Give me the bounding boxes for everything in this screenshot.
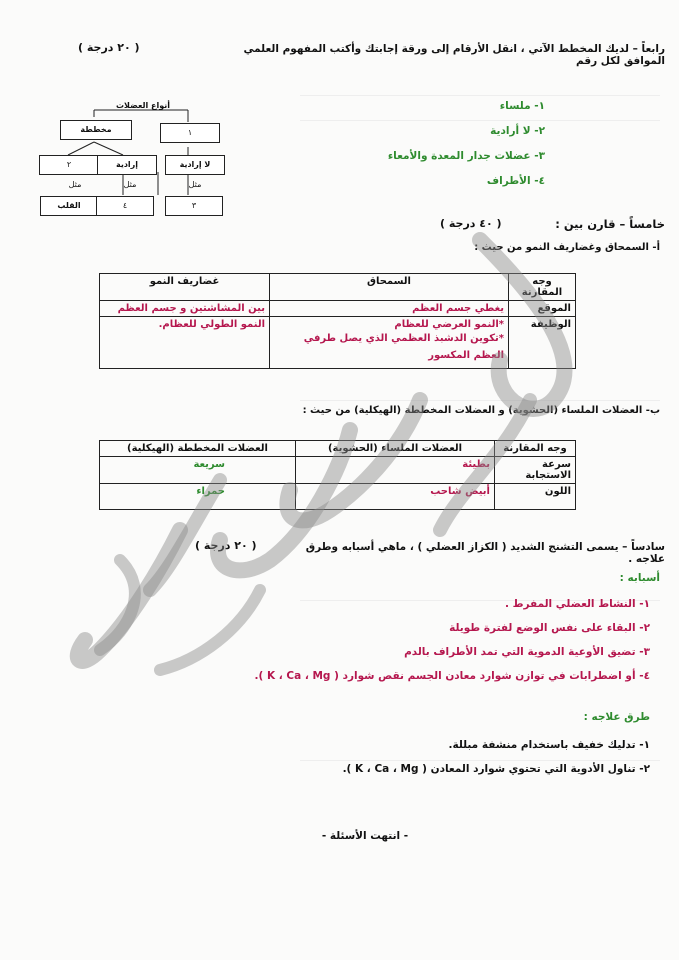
answer-1: ١- ملساء [499,100,545,112]
end-of-questions: - انتهت الأسئلة - [321,830,409,842]
table-cell: بطيئة [296,457,495,484]
table-header-row [100,274,576,301]
cause-item: ١- النشاط العضلي المفرط . [504,598,650,610]
answer-2: ٢- لا أرادية [490,125,545,137]
periosteum-cartilage-table [99,273,576,369]
box-2: ٢ [39,155,99,175]
table-cell [270,317,509,369]
treatment-label: طرق علاجه : [583,711,650,723]
table-cell: أبيض شاحب [296,484,495,510]
treatment-item: ١- تدليك خفيف باستخدام منشفة مبللة. [448,739,650,751]
box-striated: مخططة [60,120,132,140]
diagram-title: أنواع العضلات [115,101,170,110]
answer-4: ٤- الأطراف [486,175,545,187]
causes-label: أسبابه : [619,572,660,584]
example-label: مثل [68,180,82,189]
cause-item: ٢- البقاء على نفس الوضع لفترة طويلة [449,622,650,634]
cause-item: ٤- أو اضطرابات في توازن شوارد معادن الجسم نقص شوارد ( K ، Ca ، Mg ). [254,670,650,682]
answer-3: ٣- عضلات جدار المعدة والأمعاء [387,150,545,162]
q4-marks: ( ٢٠ درجة ) [78,41,140,54]
row-label: الموقع [509,301,576,317]
function-line-1: *النمو العرضي للعظام [394,319,504,330]
table-header: العضلات المخططة (الهيكلية) [100,441,296,457]
q6-marks: ( ٢٠ درجة ) [195,539,257,552]
example-label: مثل [123,180,137,189]
table-row [100,301,576,317]
box-4: ٤ [96,196,154,216]
example-label: مثل [188,180,202,189]
q5-marks: ( ٤٠ درجة ) [440,217,502,230]
smooth-striated-table [99,440,576,510]
q5a-title: أ- السمحاق وغضاريف النمو من حيث : [474,242,660,253]
box-involuntary: لا إرادية [165,155,225,175]
table-header: وجه المقارنة [509,274,576,301]
table-cell: بين المشاشتين و جسم العظم [100,301,270,317]
table-cell: يغطي جسم العظم [270,301,509,317]
row-label: اللون [495,484,576,510]
q4-heading: رابعاً – لديك المخطط الآتي ، انقل الأرقام إلى ورقة إجابتك وأكتب المفهوم العلمي الموافق لكل رقم [243,43,665,67]
row-label: الوظيفة [509,317,576,369]
q5b-title: ب- العضلات الملساء (الحشوية) و العضلات المخططة (الهيكلية) من حيث : [302,405,660,416]
row-label: سرعة الاستجابة [495,457,576,484]
table-row [100,317,576,369]
table-row [100,457,576,484]
box-1: ١ [160,123,220,143]
table-cell: سريعة [100,457,296,484]
treatment-item: ٢- تناول الأدوية التي تحتوي شوارد المعادن ( K ، Ca ، Mg ). [342,763,650,775]
q5-heading: خامساً – قارن بين : [555,217,665,231]
function-line-2: *تكوين الدشبذ العظمي الذي يصل طرفي العظم المكسور [303,333,504,361]
q4-answers [330,94,545,194]
table-row [100,484,576,510]
treatment-list [200,733,650,781]
table-header: السمحاق [270,274,509,301]
table-cell: حمراء [100,484,296,510]
table-header-row [100,441,576,457]
causes-list [160,592,650,688]
box-heart: القلب [40,196,98,216]
q6-heading: سادساً – يسمى التشنج الشديد ( الكزاز العضلي ) ، ماهي أسبابه وطرق علاجه . [305,541,665,565]
box-voluntary: إرادية [97,155,157,175]
table-header: العضلات الملساء (الحشوية) [296,441,495,457]
cause-item: ٣- تضيق الأوعية الدموية التي تمد الأطراف بالدم [404,646,650,658]
table-cell: النمو الطولي للعظام. [100,317,270,369]
table-header: غضاريف النمو [100,274,270,301]
box-3: ٣ [165,196,223,216]
table-header: وجه المقارنة [495,441,576,457]
